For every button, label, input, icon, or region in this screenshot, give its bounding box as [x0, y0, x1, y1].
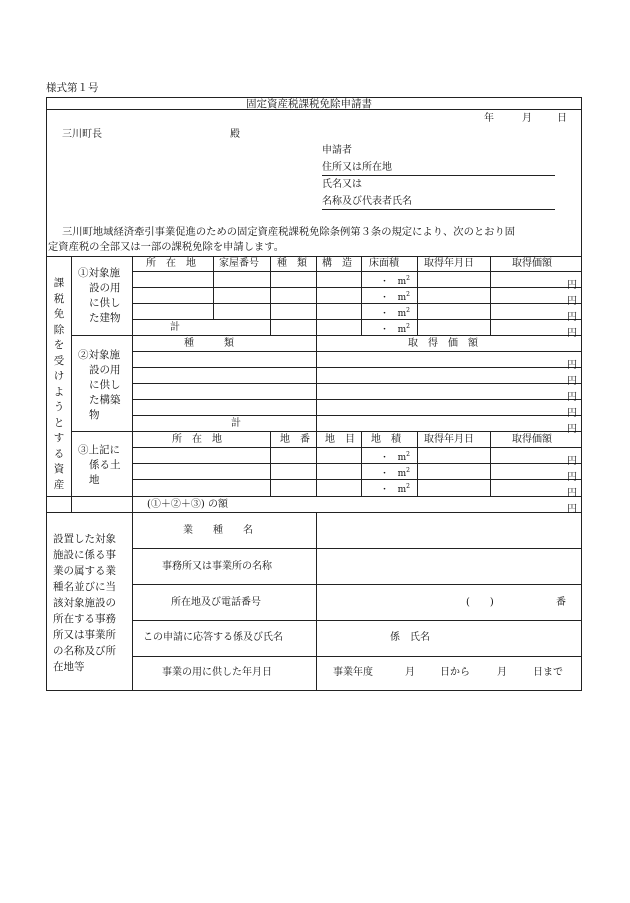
- biz-phone-paren: ( ): [466, 597, 494, 608]
- s2-yen-2: 円: [567, 376, 577, 387]
- section1-label-1: ①対象施: [78, 267, 120, 279]
- biz-value-divider: [316, 512, 317, 690]
- section2-label-2: 設の用: [89, 364, 121, 376]
- s1-col-2: [270, 256, 271, 335]
- s3-area-dot-1: ・: [380, 453, 390, 463]
- s2-row-line-2: [132, 383, 582, 384]
- section2-label-5: 物: [89, 409, 100, 421]
- s3-header-land-category: 地 目: [325, 434, 355, 445]
- addressee-name: 三川町長: [62, 129, 102, 140]
- biz-end-month: 月: [497, 667, 507, 678]
- s2-bottom: [71, 431, 582, 432]
- biz-side-label-2: 施設に係る事: [53, 549, 116, 561]
- s1-yen-1: 円: [567, 280, 577, 291]
- section1-label-4: た建物: [89, 312, 121, 324]
- s1-header-floor-area: 床面積: [369, 258, 399, 269]
- s3-area-sup-1: 2: [406, 451, 410, 458]
- biz-side-label-4: 種名並びに当: [53, 581, 116, 593]
- s1-header-structure: 構 造: [322, 258, 352, 269]
- frame-bottom: [46, 690, 582, 691]
- section3-label-1: ③上記に: [78, 444, 120, 456]
- biz-start-date-label: 事業の用に供した年月日: [162, 667, 272, 678]
- s1-area-dot-3: ・: [380, 309, 390, 319]
- s2-yen-total: 円: [567, 424, 577, 435]
- s1-row-line-3: [132, 319, 582, 320]
- biz-row-line-3: [132, 620, 582, 621]
- s3-area-unit-1: [380, 452, 410, 463]
- s3-header-acquired-date: 取得年月日: [424, 434, 474, 445]
- section2-label-4: た構築: [89, 394, 121, 406]
- biz-side-label-8: の名称及び所: [53, 645, 116, 657]
- frame-left: [46, 97, 47, 690]
- form-title: 固定資産税課税免除申請書: [246, 98, 372, 110]
- s1-col-3: [316, 256, 317, 335]
- s3-area-m-2: m: [397, 469, 407, 479]
- s2-total-label: 計: [231, 418, 241, 429]
- s2-yen-1: 円: [567, 360, 577, 371]
- applicant-address-field[interactable]: [322, 175, 555, 176]
- s3-col-5: [490, 431, 491, 496]
- s1-area-unit-1: [380, 276, 410, 287]
- s1-area-unit-total: [380, 324, 410, 335]
- s2-yen-4: 円: [567, 408, 577, 419]
- biz-fiscal-year: 事業年度: [333, 667, 373, 678]
- biz-row-line-2: [132, 584, 582, 585]
- s3-col-1: [270, 431, 271, 496]
- s3-area-sup-3: 2: [406, 483, 410, 490]
- assets-vertical-label: 課税免除を受けようとする資産: [53, 277, 65, 491]
- s1-area-sup-4: 2: [406, 323, 410, 330]
- s1-area-dot-2: ・: [380, 293, 390, 303]
- s3-header-lot-number: 地 番: [280, 434, 310, 445]
- s1-area-sup-2: 2: [406, 291, 410, 298]
- s1-area-unit-2: [380, 292, 410, 303]
- s1-row-line-1: [132, 287, 582, 288]
- section3-label-2: 係る土: [89, 459, 121, 471]
- s1-header-house-number: 家屋番号: [219, 258, 259, 269]
- s1-area-unit-3: [380, 308, 410, 319]
- s2-row-line-3: [132, 399, 582, 400]
- biz-side-label-7: 所又は事業所: [53, 629, 116, 641]
- biz-address-phone-label: 所在地及び電話番号: [171, 597, 261, 608]
- biz-start-month: 月: [405, 667, 415, 678]
- s2-header-type: 種 類: [184, 338, 234, 349]
- s1-area-m-4: m: [397, 325, 407, 335]
- s1-yen-2: 円: [567, 296, 577, 307]
- s1-row-line-2: [132, 303, 582, 304]
- s1-yen-total: 円: [567, 328, 577, 339]
- asset-label-divider: [71, 256, 72, 512]
- s1-area-sup-3: 2: [406, 307, 410, 314]
- s1-header-location: 所 在 地: [146, 258, 196, 269]
- biz-phone-ban: 番: [556, 597, 566, 608]
- s1-header-acquired-date: 取得年月日: [424, 258, 474, 269]
- biz-from-day: 日から: [440, 667, 470, 678]
- s1-col-5: [417, 256, 418, 335]
- s3-row-line-1: [132, 463, 582, 464]
- s3-yen-3: 円: [567, 488, 577, 499]
- biz-industry-label: 業 種 名: [183, 525, 253, 536]
- s3-area-dot-3: ・: [380, 485, 390, 495]
- s2-row-line-1: [132, 367, 582, 368]
- applicant-name-label-2: 名称及び代表者氏名: [322, 196, 412, 207]
- biz-side-label-1: 設置した対象: [53, 533, 116, 545]
- grand-total-yen: 円: [567, 504, 577, 515]
- s1-area-sup-1: 2: [406, 275, 410, 282]
- s1-header-line: [132, 271, 582, 272]
- s1-total-label: 計: [170, 322, 180, 333]
- s3-col-3: [361, 431, 362, 496]
- s3-header-acquired-price: 取得価額: [512, 434, 552, 445]
- s3-bottom: [46, 496, 582, 497]
- s1-header-type: 種 類: [277, 258, 307, 269]
- section2-label-1: ②対象施: [78, 349, 120, 361]
- s1-area-m-3: m: [397, 309, 407, 319]
- biz-contact-value: 係 氏名: [390, 632, 430, 643]
- intro-line-2: 定資産税の全部又は一部の課税免除を申請します。: [48, 241, 285, 253]
- s3-col-4: [417, 431, 418, 496]
- section1-label-2: 設の用: [89, 282, 121, 294]
- date-month-label: 月: [522, 113, 532, 124]
- form-number: 様式第１号: [46, 82, 99, 94]
- frame-right: [581, 97, 582, 690]
- biz-row-line-1: [132, 548, 582, 549]
- s3-col-2: [316, 431, 317, 496]
- date-year-label: 年: [484, 113, 494, 124]
- s3-yen-1: 円: [567, 456, 577, 467]
- section-label-divider: [132, 256, 133, 512]
- s1-col-4: [361, 256, 362, 335]
- s3-area-m-3: m: [397, 485, 407, 495]
- grand-total-label: (①＋②＋③) の額: [147, 499, 228, 510]
- intro-line-1: 三川町地域経済牽引事業促進のための固定資産税課税免除条例第３条の規定により、次のとおり固: [62, 226, 516, 238]
- s2-yen-3: 円: [567, 392, 577, 403]
- s3-area-unit-2: [380, 468, 410, 479]
- biz-side-label-6: 所在する事務: [53, 613, 116, 625]
- applicant-name-label-1: 氏名又は: [322, 179, 362, 190]
- addressee-honorific: 殿: [230, 129, 240, 140]
- biz-label-divider: [132, 512, 133, 690]
- s3-header-location: 所 在 地: [172, 434, 222, 445]
- biz-office-name-label: 事務所又は事業所の名称: [162, 561, 272, 572]
- s3-yen-2: 円: [567, 472, 577, 483]
- s3-header-line: [132, 447, 582, 448]
- biz-side-label-5: 該対象施設の: [53, 597, 116, 609]
- section1-label-3: に供し: [89, 297, 121, 309]
- s2-row-line-4: [132, 415, 582, 416]
- applicant-heading: 申請者: [322, 145, 352, 156]
- s1-yen-3: 円: [567, 312, 577, 323]
- s1-area-m-1: m: [397, 277, 407, 287]
- s1-col-1: [213, 256, 214, 319]
- s1-area-dot-1: ・: [380, 277, 390, 287]
- section2-label-3: に供し: [89, 379, 121, 391]
- s3-area-sup-2: 2: [406, 467, 410, 474]
- asset-table-top: [46, 256, 582, 257]
- applicant-name-field[interactable]: [322, 209, 555, 210]
- s1-bottom: [71, 335, 582, 336]
- s3-area-dot-2: ・: [380, 469, 390, 479]
- s3-area-m-1: m: [397, 453, 407, 463]
- s1-area-dot-4: ・: [380, 325, 390, 335]
- s3-row-line-2: [132, 479, 582, 480]
- s1-header-acquired-price: 取得価額: [512, 258, 552, 269]
- s3-header-land-area: 地 積: [371, 434, 401, 445]
- s2-header-line: [132, 351, 582, 352]
- section3-label-3: 地: [89, 474, 100, 486]
- s1-col-6: [490, 256, 491, 335]
- applicant-address-label: 住所又は所在地: [322, 162, 392, 173]
- s2-header-acquired-price: 取 得 価 額: [408, 338, 478, 349]
- biz-contact-label: この申請に応答する係及び氏名: [143, 632, 283, 643]
- s1-area-m-2: m: [397, 293, 407, 303]
- date-day-label: 日: [557, 113, 567, 124]
- biz-side-label-3: 業の属する業: [53, 565, 116, 577]
- biz-until-day: 日まで: [533, 667, 563, 678]
- grand-total-bottom: [46, 512, 582, 513]
- s3-area-unit-3: [380, 484, 410, 495]
- biz-side-label-9: 在地等: [53, 661, 85, 673]
- biz-row-line-4: [132, 656, 582, 657]
